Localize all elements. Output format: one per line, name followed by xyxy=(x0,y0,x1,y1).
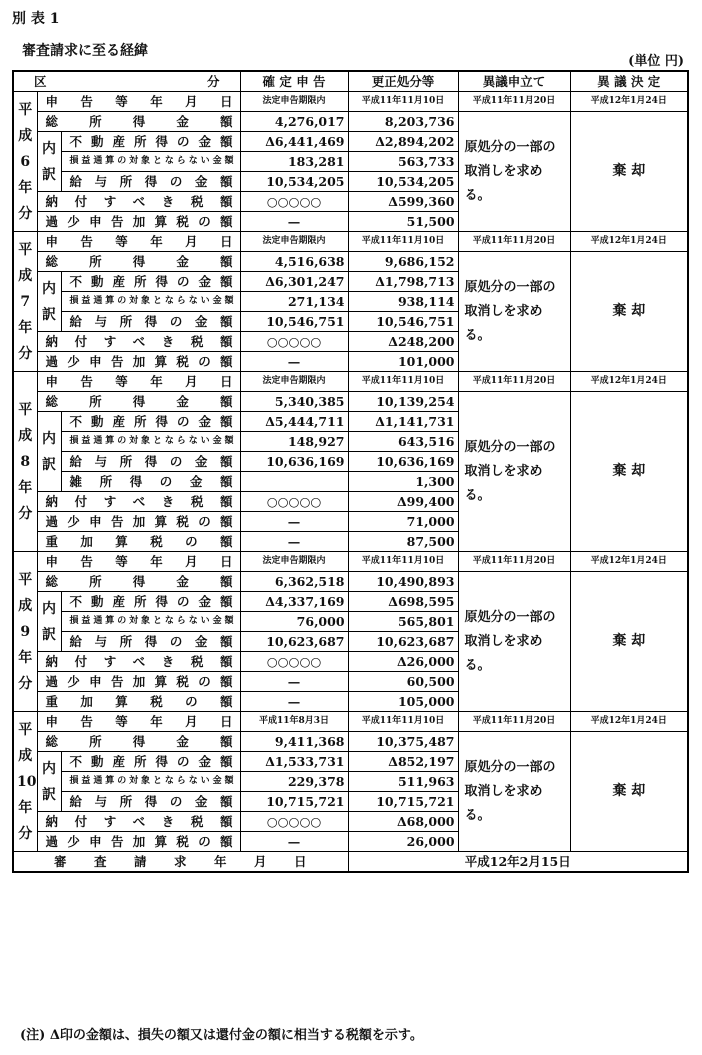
row-label: 総所得金額 xyxy=(37,732,240,752)
kosei-cell: 8,203,736 xyxy=(348,112,458,132)
table-row xyxy=(13,92,688,112)
uchiwake-label: 内訳 xyxy=(37,132,61,192)
kosei-cell: 9,686,152 xyxy=(348,252,458,272)
kakutei-cell: 183,281 xyxy=(240,152,348,172)
row-label: 不動産所得の金額 xyxy=(61,412,240,432)
row-label: 損益通算の対象とならない金額 xyxy=(61,432,240,452)
kakutei-cell: 9,411,368 xyxy=(240,732,348,752)
row-label: 不動産所得の金額 xyxy=(61,592,240,612)
kosei-cell: 563,733 xyxy=(348,152,458,172)
row-label: 納付すべき税額 xyxy=(37,492,240,512)
unit-label: (単位 円) xyxy=(628,54,684,69)
table-row xyxy=(13,572,688,592)
kettei-cell: 棄 却 xyxy=(570,392,688,552)
kosei-cell: 938,114 xyxy=(348,292,458,312)
kosei-cell: Δ1,798,713 xyxy=(348,272,458,292)
kosei-cell: 平成11年11月10日 xyxy=(348,232,458,252)
table-row xyxy=(13,232,688,252)
kakutei-cell: Δ6,441,469 xyxy=(240,132,348,152)
row-label: 給与所得の金額 xyxy=(61,632,240,652)
table-row xyxy=(13,252,688,272)
row-label: 給与所得の金額 xyxy=(61,452,240,472)
kakutei-cell: 10,715,721 xyxy=(240,792,348,812)
kakutei-cell: 10,636,169 xyxy=(240,452,348,472)
kosei-cell: 51,500 xyxy=(348,212,458,232)
kakutei-cell: 148,927 xyxy=(240,432,348,452)
kettei-date-cell: 平成12年1月24日 xyxy=(570,372,688,392)
kakutei-cell: 5,340,385 xyxy=(240,392,348,412)
moushitate-cell: 原処分の一部の取消しを求める。 xyxy=(458,572,570,712)
kakutei-cell: 法定申告期限内 xyxy=(240,92,348,112)
table-row xyxy=(13,552,688,572)
row-label: 給与所得の金額 xyxy=(61,312,240,332)
row-label: 損益通算の対象とならない金額 xyxy=(61,152,240,172)
row-label: 損益通算の対象とならない金額 xyxy=(61,612,240,632)
kakutei-cell: 10,534,205 xyxy=(240,172,348,192)
kosei-cell: 565,801 xyxy=(348,612,458,632)
table-row xyxy=(13,712,688,732)
kosei-cell: Δ248,200 xyxy=(348,332,458,352)
year-label: 平成7年分 xyxy=(13,232,37,372)
row-label: 過少申告加算税の額 xyxy=(37,212,240,232)
kosei-cell: Δ599,360 xyxy=(348,192,458,212)
kakutei-cell: ○○○○○ xyxy=(240,332,348,352)
row-label: 総所得金額 xyxy=(37,112,240,132)
table-body xyxy=(13,92,688,852)
moushitate-cell: 原処分の一部の取消しを求める。 xyxy=(458,252,570,372)
kakutei-cell: — xyxy=(240,672,348,692)
kosei-cell: Δ2,894,202 xyxy=(348,132,458,152)
kosei-cell: 10,139,254 xyxy=(348,392,458,412)
row-label: 重加算税の額 xyxy=(37,532,240,552)
kakutei-cell: — xyxy=(240,532,348,552)
kosei-cell: Δ99,400 xyxy=(348,492,458,512)
shinsa-row xyxy=(13,852,688,873)
kettei-cell: 棄 却 xyxy=(570,112,688,232)
kosei-cell: 10,546,751 xyxy=(348,312,458,332)
row-label: 過少申告加算税の額 xyxy=(37,512,240,532)
kakutei-cell: 法定申告期限内 xyxy=(240,232,348,252)
kettei-cell: 棄 却 xyxy=(570,732,688,852)
row-label: 不動産所得の金額 xyxy=(61,272,240,292)
shinsa-date: 平成12年2月15日 xyxy=(348,852,688,873)
moushitate-cell: 原処分の一部の取消しを求める。 xyxy=(458,392,570,552)
moushitate-date-cell: 平成11年11月20日 xyxy=(458,232,570,252)
category-header-text: 区 分 xyxy=(34,74,220,89)
year-label: 平成10年分 xyxy=(13,712,37,852)
row-label: 過少申告加算税の額 xyxy=(37,832,240,852)
kettei-date-cell: 平成12年1月24日 xyxy=(570,92,688,112)
table-header-row xyxy=(13,71,688,92)
kosei-cell: 26,000 xyxy=(348,832,458,852)
row-label: 不動産所得の金額 xyxy=(61,752,240,772)
kakutei-cell: — xyxy=(240,212,348,232)
kakutei-cell: Δ4,337,169 xyxy=(240,592,348,612)
uchiwake-label: 内訳 xyxy=(37,752,61,812)
kakutei-cell: Δ1,533,731 xyxy=(240,752,348,772)
attachment-label: 別 表 1 xyxy=(12,11,60,27)
moushitate-date-cell: 平成11年11月20日 xyxy=(458,712,570,732)
row-label: 給与所得の金額 xyxy=(61,792,240,812)
uchiwake-label: 内訳 xyxy=(37,412,61,492)
kakutei-cell: ○○○○○ xyxy=(240,492,348,512)
kakutei-cell: ○○○○○ xyxy=(240,812,348,832)
kosei-cell: 10,636,169 xyxy=(348,452,458,472)
kosei-cell: 1,300 xyxy=(348,472,458,492)
uchiwake-label: 内訳 xyxy=(37,272,61,332)
row-label: 申告等年月日 xyxy=(37,92,240,112)
igi-moushitate-header: 異議申立て xyxy=(458,71,570,92)
row-label: 損益通算の対象とならない金額 xyxy=(61,292,240,312)
year-label: 平成8年分 xyxy=(13,372,37,552)
kosei-cell: 平成11年11月10日 xyxy=(348,372,458,392)
moushitate-date-cell: 平成11年11月20日 xyxy=(458,372,570,392)
kosei-cell: Δ698,595 xyxy=(348,592,458,612)
kosei-cell: 平成11年11月10日 xyxy=(348,92,458,112)
kakutei-cell: 271,134 xyxy=(240,292,348,312)
kosei-cell: 60,500 xyxy=(348,672,458,692)
kettei-date-cell: 平成12年1月24日 xyxy=(570,232,688,252)
kosei-cell: 10,623,687 xyxy=(348,632,458,652)
kakutei-cell: 10,546,751 xyxy=(240,312,348,332)
kosei-cell: 10,534,205 xyxy=(348,172,458,192)
shinsa-label: 審査請求年月日 xyxy=(13,852,348,873)
row-label: 総所得金額 xyxy=(37,572,240,592)
kosei-cell: 71,000 xyxy=(348,512,458,532)
table-row xyxy=(13,372,688,392)
table-row xyxy=(13,112,688,132)
kettei-date-cell: 平成12年1月24日 xyxy=(570,712,688,732)
moushitate-date-cell: 平成11年11月20日 xyxy=(458,552,570,572)
kakutei-cell: ○○○○○ xyxy=(240,192,348,212)
kettei-cell: 棄 却 xyxy=(570,252,688,372)
kosei-cell: Δ26,000 xyxy=(348,652,458,672)
row-label: 申告等年月日 xyxy=(37,232,240,252)
kosei-header: 更正処分等 xyxy=(348,71,458,92)
igi-kettei-header: 異 議 決 定 xyxy=(570,71,688,92)
kosei-cell: 101,000 xyxy=(348,352,458,372)
year-label: 平成6年分 xyxy=(13,92,37,232)
table-row xyxy=(13,732,688,752)
row-label: 納付すべき税額 xyxy=(37,332,240,352)
moushitate-cell: 原処分の一部の取消しを求める。 xyxy=(458,732,570,852)
year-label: 平成9年分 xyxy=(13,552,37,712)
kosei-cell: Δ1,141,731 xyxy=(348,412,458,432)
kosei-cell: 平成11年11月10日 xyxy=(348,552,458,572)
kakutei-header: 確 定 申 告 xyxy=(240,71,348,92)
kakutei-cell: 6,362,518 xyxy=(240,572,348,592)
row-label: 申告等年月日 xyxy=(37,712,240,732)
kakutei-cell: Δ5,444,711 xyxy=(240,412,348,432)
row-label: 納付すべき税額 xyxy=(37,192,240,212)
moushitate-date-cell: 平成11年11月20日 xyxy=(458,92,570,112)
kosei-cell: 511,963 xyxy=(348,772,458,792)
row-label: 不動産所得の金額 xyxy=(61,132,240,152)
kakutei-cell: 229,378 xyxy=(240,772,348,792)
kosei-cell: 10,490,893 xyxy=(348,572,458,592)
row-label: 納付すべき税額 xyxy=(37,652,240,672)
uchiwake-label: 内訳 xyxy=(37,592,61,652)
kosei-cell: 87,500 xyxy=(348,532,458,552)
kosei-cell: Δ68,000 xyxy=(348,812,458,832)
row-label: 申告等年月日 xyxy=(37,552,240,572)
row-label: 損益通算の対象とならない金額 xyxy=(61,772,240,792)
kosei-cell: 10,375,487 xyxy=(348,732,458,752)
kakutei-cell: 法定申告期限内 xyxy=(240,552,348,572)
kakutei-cell: 平成11年8月3日 xyxy=(240,712,348,732)
kakutei-cell xyxy=(240,472,348,492)
kakutei-cell: — xyxy=(240,512,348,532)
row-label: 過少申告加算税の額 xyxy=(37,352,240,372)
row-label: 総所得金額 xyxy=(37,392,240,412)
kakutei-cell: 4,276,017 xyxy=(240,112,348,132)
kakutei-cell: Δ6,301,247 xyxy=(240,272,348,292)
row-label: 雑所得の金額 xyxy=(61,472,240,492)
kakutei-cell: — xyxy=(240,352,348,372)
row-label: 給与所得の金額 xyxy=(61,172,240,192)
kosei-cell: 10,715,721 xyxy=(348,792,458,812)
row-label: 過少申告加算税の額 xyxy=(37,672,240,692)
kakutei-cell: 76,000 xyxy=(240,612,348,632)
kakutei-cell: 4,516,638 xyxy=(240,252,348,272)
row-label: 総所得金額 xyxy=(37,252,240,272)
document-title: 審査請求に至る経緯 xyxy=(22,43,148,59)
table-row xyxy=(13,392,688,412)
row-label: 納付すべき税額 xyxy=(37,812,240,832)
kettei-cell: 棄 却 xyxy=(570,572,688,712)
kosei-cell: Δ852,197 xyxy=(348,752,458,772)
row-label: 重加算税の額 xyxy=(37,692,240,712)
kosei-cell: 643,516 xyxy=(348,432,458,452)
kosei-cell: 105,000 xyxy=(348,692,458,712)
category-header xyxy=(13,71,240,92)
row-label: 申告等年月日 xyxy=(37,372,240,392)
kosei-cell: 平成11年11月10日 xyxy=(348,712,458,732)
history-table xyxy=(12,70,689,873)
kettei-date-cell: 平成12年1月24日 xyxy=(570,552,688,572)
footnote: (注) Δ印の金額は、損失の額又は還付金の額に相当する税額を示す。 xyxy=(20,1028,423,1043)
moushitate-cell: 原処分の一部の取消しを求める。 xyxy=(458,112,570,232)
kakutei-cell: ○○○○○ xyxy=(240,652,348,672)
kakutei-cell: — xyxy=(240,692,348,712)
kakutei-cell: — xyxy=(240,832,348,852)
kakutei-cell: 10,623,687 xyxy=(240,632,348,652)
kakutei-cell: 法定申告期限内 xyxy=(240,372,348,392)
